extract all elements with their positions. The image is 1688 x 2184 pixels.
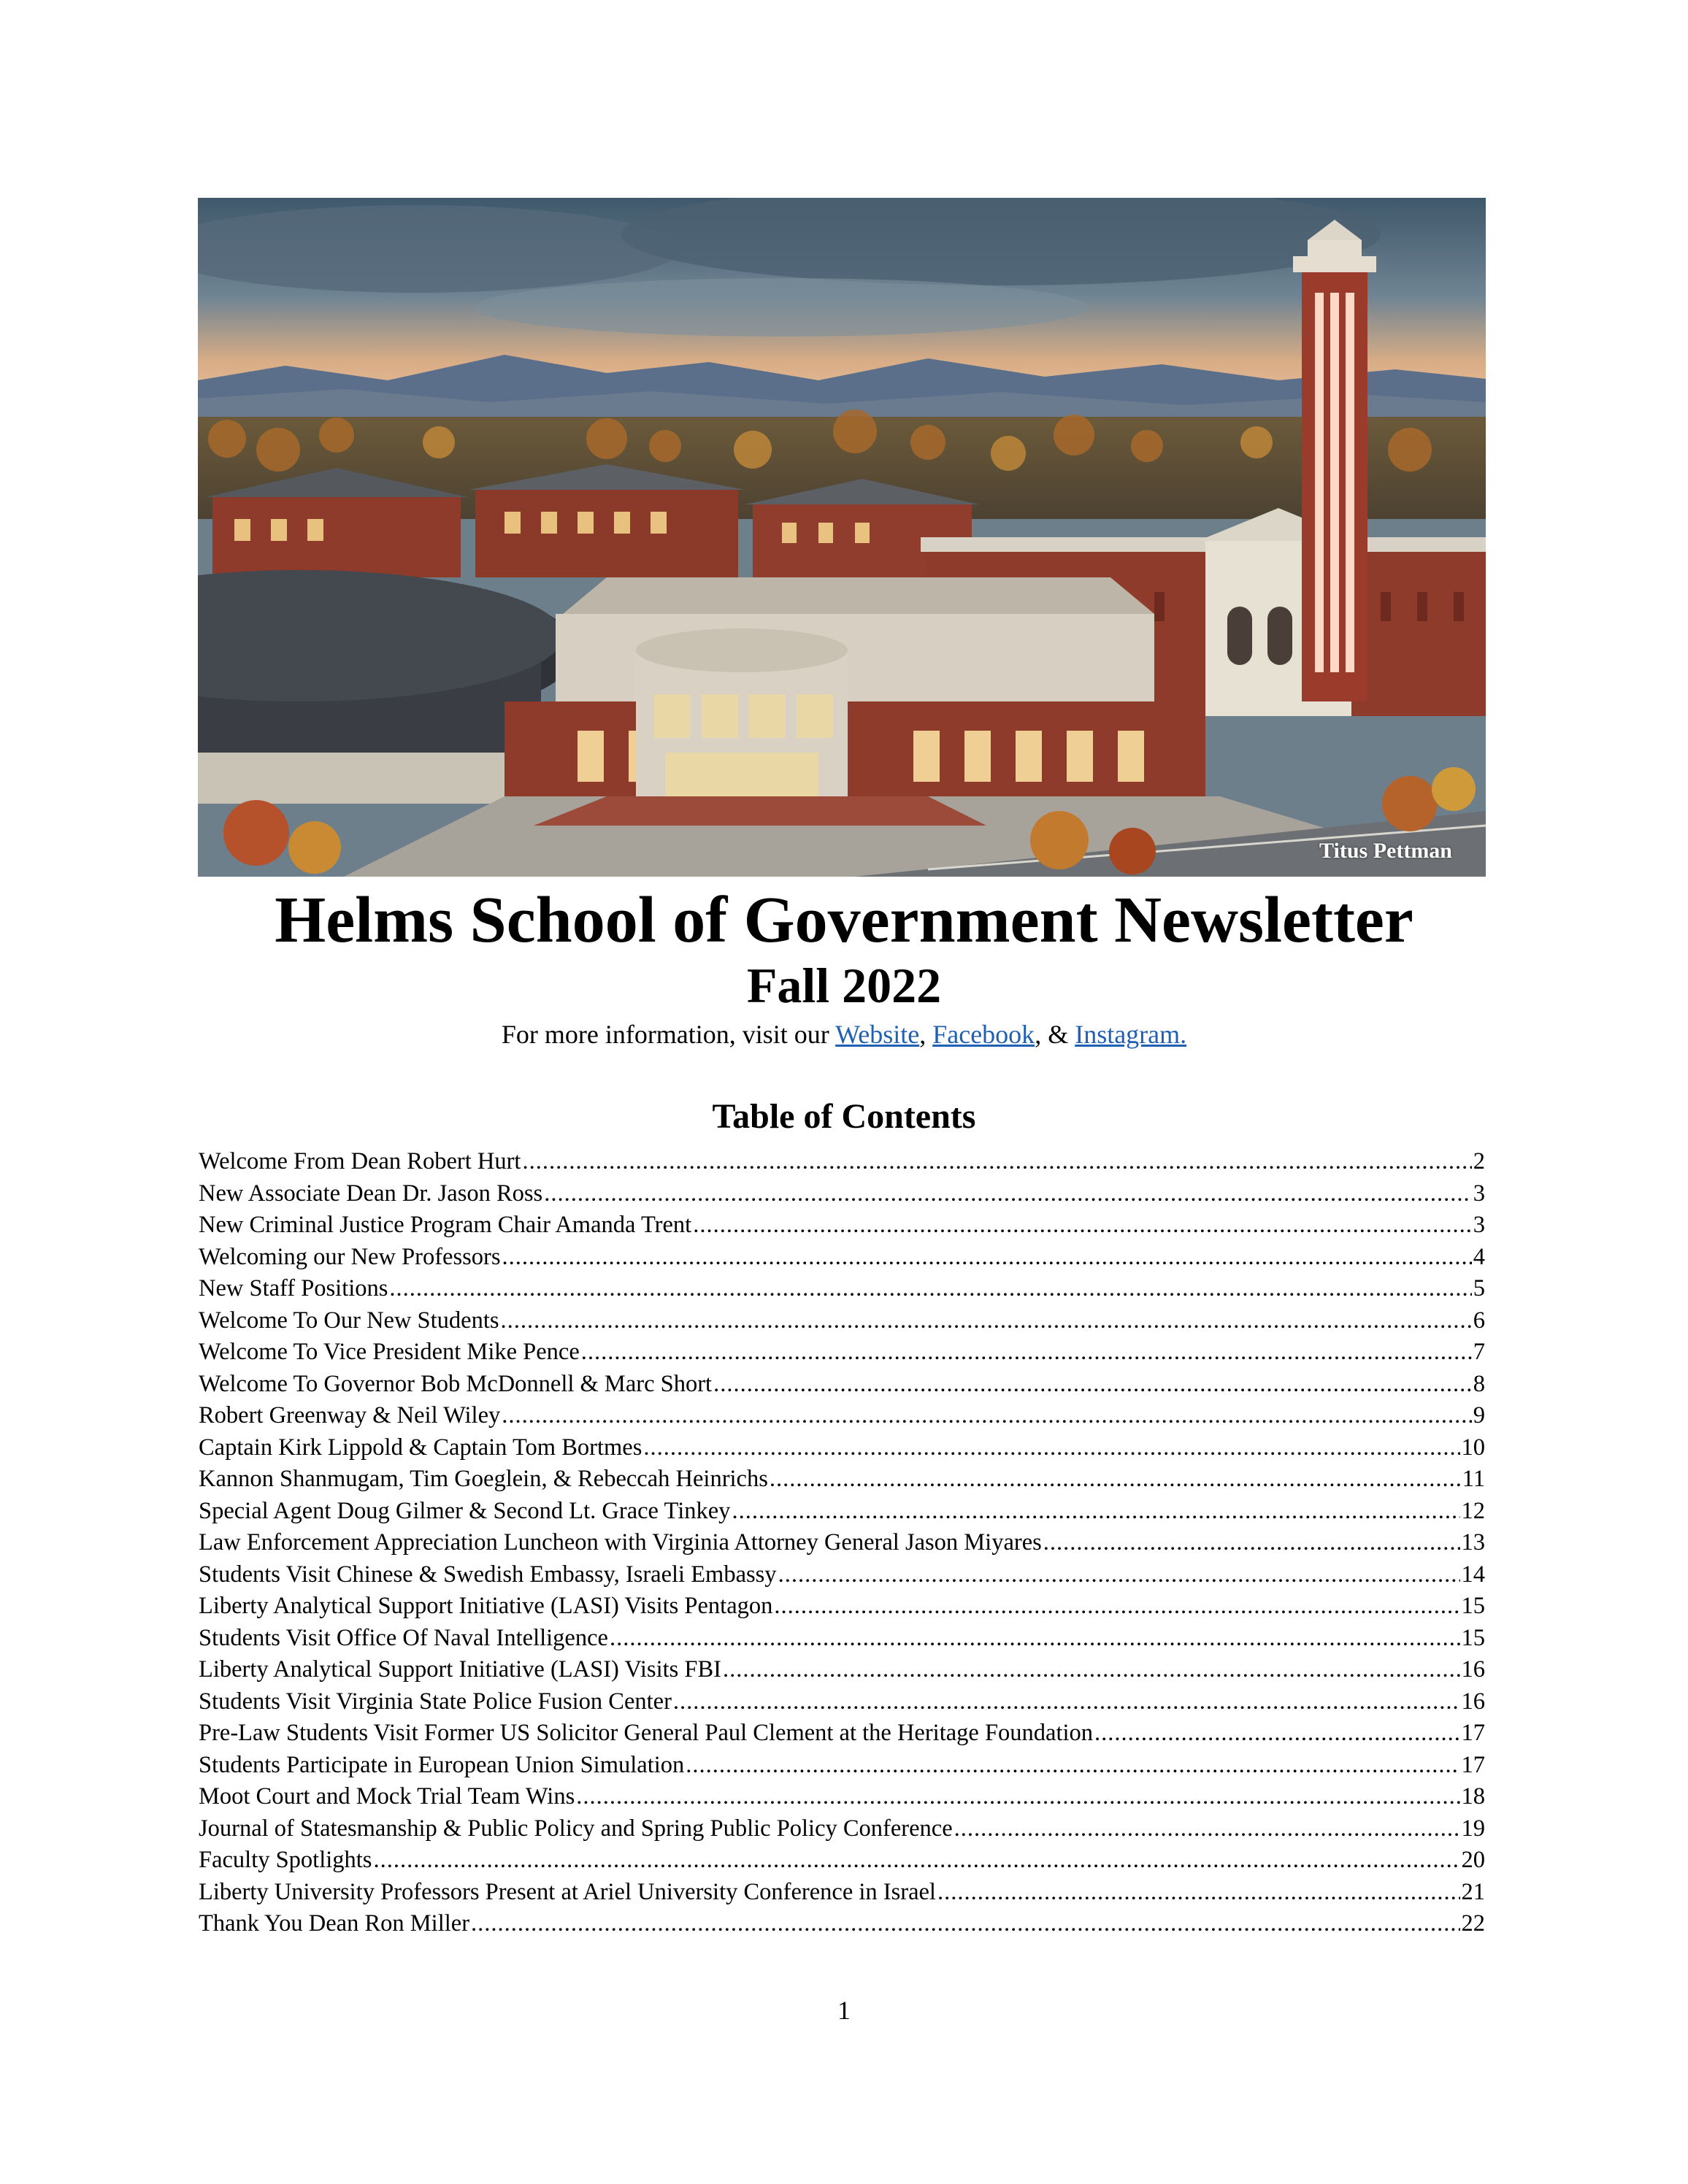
page-number: 1 — [837, 1996, 851, 2025]
toc-dot-leader — [389, 1273, 1471, 1305]
toc-entry-page: 15 — [1461, 1593, 1485, 1619]
toc-dot-leader — [937, 1877, 1460, 1909]
toc-entry[interactable] — [199, 1877, 1485, 1909]
toc-dot-leader — [954, 1813, 1460, 1845]
info-prefix: For more information, visit our — [501, 1020, 836, 1049]
toc-entry-title: Liberty University Professors Present at Ariel University Conference in Israel — [199, 1878, 936, 1905]
toc-entry-title: Welcoming our New Professors — [199, 1243, 501, 1270]
toc-dot-leader — [1043, 1527, 1460, 1559]
toc-dot-leader — [723, 1654, 1460, 1686]
toc-entry-page: 18 — [1461, 1783, 1485, 1810]
toc-dot-leader — [544, 1178, 1472, 1210]
toc-entry-page: 9 — [1473, 1402, 1485, 1429]
toc-dot-leader — [713, 1369, 1472, 1401]
toc-entry-page: 11 — [1462, 1466, 1485, 1492]
campus-photo — [198, 198, 1486, 877]
table-of-contents — [199, 1146, 1485, 1940]
toc-entry-title: Welcome From Dean Robert Hurt — [199, 1148, 521, 1174]
toc-entry-title: Kannon Shanmugam, Tim Goeglein, & Rebeccah Heinrichs — [199, 1466, 768, 1492]
toc-dot-leader — [576, 1781, 1459, 1813]
newsletter-subtitle: Fall 2022 — [746, 958, 942, 1013]
toc-entry-page: 6 — [1473, 1307, 1485, 1334]
toc-dot-leader — [373, 1845, 1459, 1877]
toc-entry[interactable] — [199, 1400, 1485, 1432]
toc-entry-page: 13 — [1461, 1529, 1485, 1556]
toc-entry[interactable] — [199, 1369, 1485, 1401]
toc-dot-leader — [686, 1750, 1459, 1782]
toc-entry[interactable] — [199, 1845, 1485, 1877]
toc-entry[interactable] — [199, 1273, 1485, 1305]
toc-entry[interactable] — [199, 1718, 1485, 1750]
toc-entry-page: 5 — [1473, 1275, 1485, 1301]
toc-entry-page: 22 — [1461, 1910, 1485, 1937]
info-separator: , & — [1035, 1020, 1075, 1049]
toc-entry[interactable] — [199, 1337, 1485, 1369]
toc-entry-page: 7 — [1473, 1339, 1485, 1365]
toc-entry-page: 17 — [1461, 1751, 1485, 1778]
toc-entry-page: 16 — [1461, 1688, 1485, 1715]
toc-dot-leader — [522, 1146, 1471, 1178]
toc-entry-title: Moot Court and Mock Trial Team Wins — [199, 1783, 575, 1810]
facebook-link[interactable]: Facebook — [932, 1020, 1035, 1049]
toc-dot-leader — [471, 1908, 1459, 1940]
toc-entry-page: 2 — [1473, 1148, 1485, 1174]
toc-entry-title: Journal of Statesmanship & Public Policy and Spring Public Policy Conference — [199, 1815, 953, 1842]
toc-entry-page: 10 — [1461, 1434, 1485, 1461]
toc-entry[interactable] — [199, 1305, 1485, 1337]
toc-entry-page: 15 — [1461, 1624, 1485, 1651]
campus-photo-art — [198, 198, 1486, 877]
toc-entry-page: 3 — [1473, 1180, 1485, 1207]
info-separator: , — [919, 1020, 933, 1049]
toc-dot-leader — [770, 1464, 1461, 1496]
toc-entry[interactable] — [199, 1464, 1485, 1496]
toc-entry[interactable] — [199, 1781, 1485, 1813]
toc-dot-leader — [693, 1210, 1472, 1242]
toc-entry-title: New Associate Dean Dr. Jason Ross — [199, 1180, 543, 1207]
toc-entry-title: Welcome To Our New Students — [199, 1307, 499, 1334]
website-link[interactable]: Website — [835, 1020, 920, 1049]
toc-entry[interactable] — [199, 1908, 1485, 1940]
info-line — [0, 1018, 1688, 1051]
toc-entry-page: 19 — [1461, 1815, 1485, 1842]
toc-entry-title: Law Enforcement Appreciation Luncheon with Virginia Attorney General Jason Miyares — [199, 1529, 1042, 1556]
toc-entry-title: Students Visit Chinese & Swedish Embassy, Israeli Embassy — [199, 1561, 777, 1588]
toc-entry[interactable] — [199, 1496, 1485, 1528]
toc-dot-leader — [502, 1400, 1472, 1432]
toc-entry-title: Captain Kirk Lippold & Captain Tom Bortmes — [199, 1434, 642, 1461]
toc-entry[interactable] — [199, 1686, 1485, 1718]
toc-dot-leader — [1094, 1718, 1459, 1750]
toc-entry-title: New Criminal Justice Program Chair Amanda Trent — [199, 1212, 692, 1238]
toc-dot-leader — [581, 1337, 1472, 1369]
toc-entry[interactable] — [199, 1591, 1485, 1623]
toc-dot-leader — [501, 1305, 1472, 1337]
toc-entry-page: 12 — [1461, 1497, 1485, 1524]
toc-entry-title: Robert Greenway & Neil Wiley — [199, 1402, 501, 1429]
toc-entry-page: 20 — [1461, 1847, 1485, 1873]
toc-entry[interactable] — [199, 1527, 1485, 1559]
toc-entry-page: 16 — [1461, 1656, 1485, 1683]
toc-entry-title: Welcome To Vice President Mike Pence — [199, 1339, 580, 1365]
toc-entry-title: Faculty Spotlights — [199, 1847, 372, 1873]
photo-credit: Titus Pettman — [1319, 839, 1452, 863]
toc-entry-title: Welcome To Governor Bob McDonnell & Marc Short — [199, 1370, 713, 1397]
toc-entry[interactable] — [199, 1146, 1485, 1178]
toc-entry[interactable] — [199, 1210, 1485, 1242]
toc-entry[interactable] — [199, 1242, 1485, 1274]
toc-entry-title: Students Visit Office Of Naval Intelligence — [199, 1624, 608, 1651]
toc-entry-page: 21 — [1461, 1878, 1485, 1905]
toc-dot-leader — [502, 1242, 1472, 1274]
toc-entry[interactable] — [199, 1750, 1485, 1782]
toc-entry-page: 3 — [1473, 1212, 1485, 1238]
toc-dot-leader — [673, 1686, 1460, 1718]
toc-entry-title: New Staff Positions — [199, 1275, 388, 1301]
toc-entry-page: 14 — [1461, 1561, 1485, 1588]
toc-dot-leader — [778, 1559, 1460, 1591]
instagram-link[interactable]: Instagram. — [1075, 1020, 1187, 1049]
toc-entry[interactable] — [199, 1559, 1485, 1591]
toc-entry-title: Special Agent Doug Gilmer & Second Lt. Grace Tinkey — [199, 1497, 731, 1524]
toc-dot-leader — [732, 1496, 1459, 1528]
toc-entry-page: 8 — [1473, 1370, 1485, 1397]
toc-dot-leader — [643, 1432, 1459, 1464]
toc-entry-title: Students Visit Virginia State Police Fusion Center — [199, 1688, 672, 1715]
toc-heading: Table of Contents — [712, 1097, 976, 1136]
toc-entry[interactable] — [199, 1178, 1485, 1210]
toc-entry-title: Pre-Law Students Visit Former US Solicitor General Paul Clement at the Heritage Foundation — [199, 1720, 1094, 1746]
toc-entry[interactable] — [199, 1654, 1485, 1686]
toc-entry[interactable] — [199, 1813, 1485, 1845]
toc-entry-title: Students Participate in European Union Simulation — [199, 1751, 685, 1778]
toc-entry-title: Liberty Analytical Support Initiative (LASI) Visits Pentagon — [199, 1593, 773, 1619]
toc-entry[interactable] — [199, 1623, 1485, 1655]
toc-entry[interactable] — [199, 1432, 1485, 1464]
toc-dot-leader — [610, 1623, 1460, 1655]
toc-entry-title: Liberty Analytical Support Initiative (LASI) Visits FBI — [199, 1656, 721, 1683]
newsletter-title: Helms School of Government Newsletter — [275, 884, 1413, 956]
toc-dot-leader — [774, 1591, 1459, 1623]
toc-entry-page: 17 — [1461, 1720, 1485, 1746]
toc-entry-page: 4 — [1473, 1243, 1485, 1270]
toc-entry-title: Thank You Dean Ron Miller — [199, 1910, 470, 1937]
